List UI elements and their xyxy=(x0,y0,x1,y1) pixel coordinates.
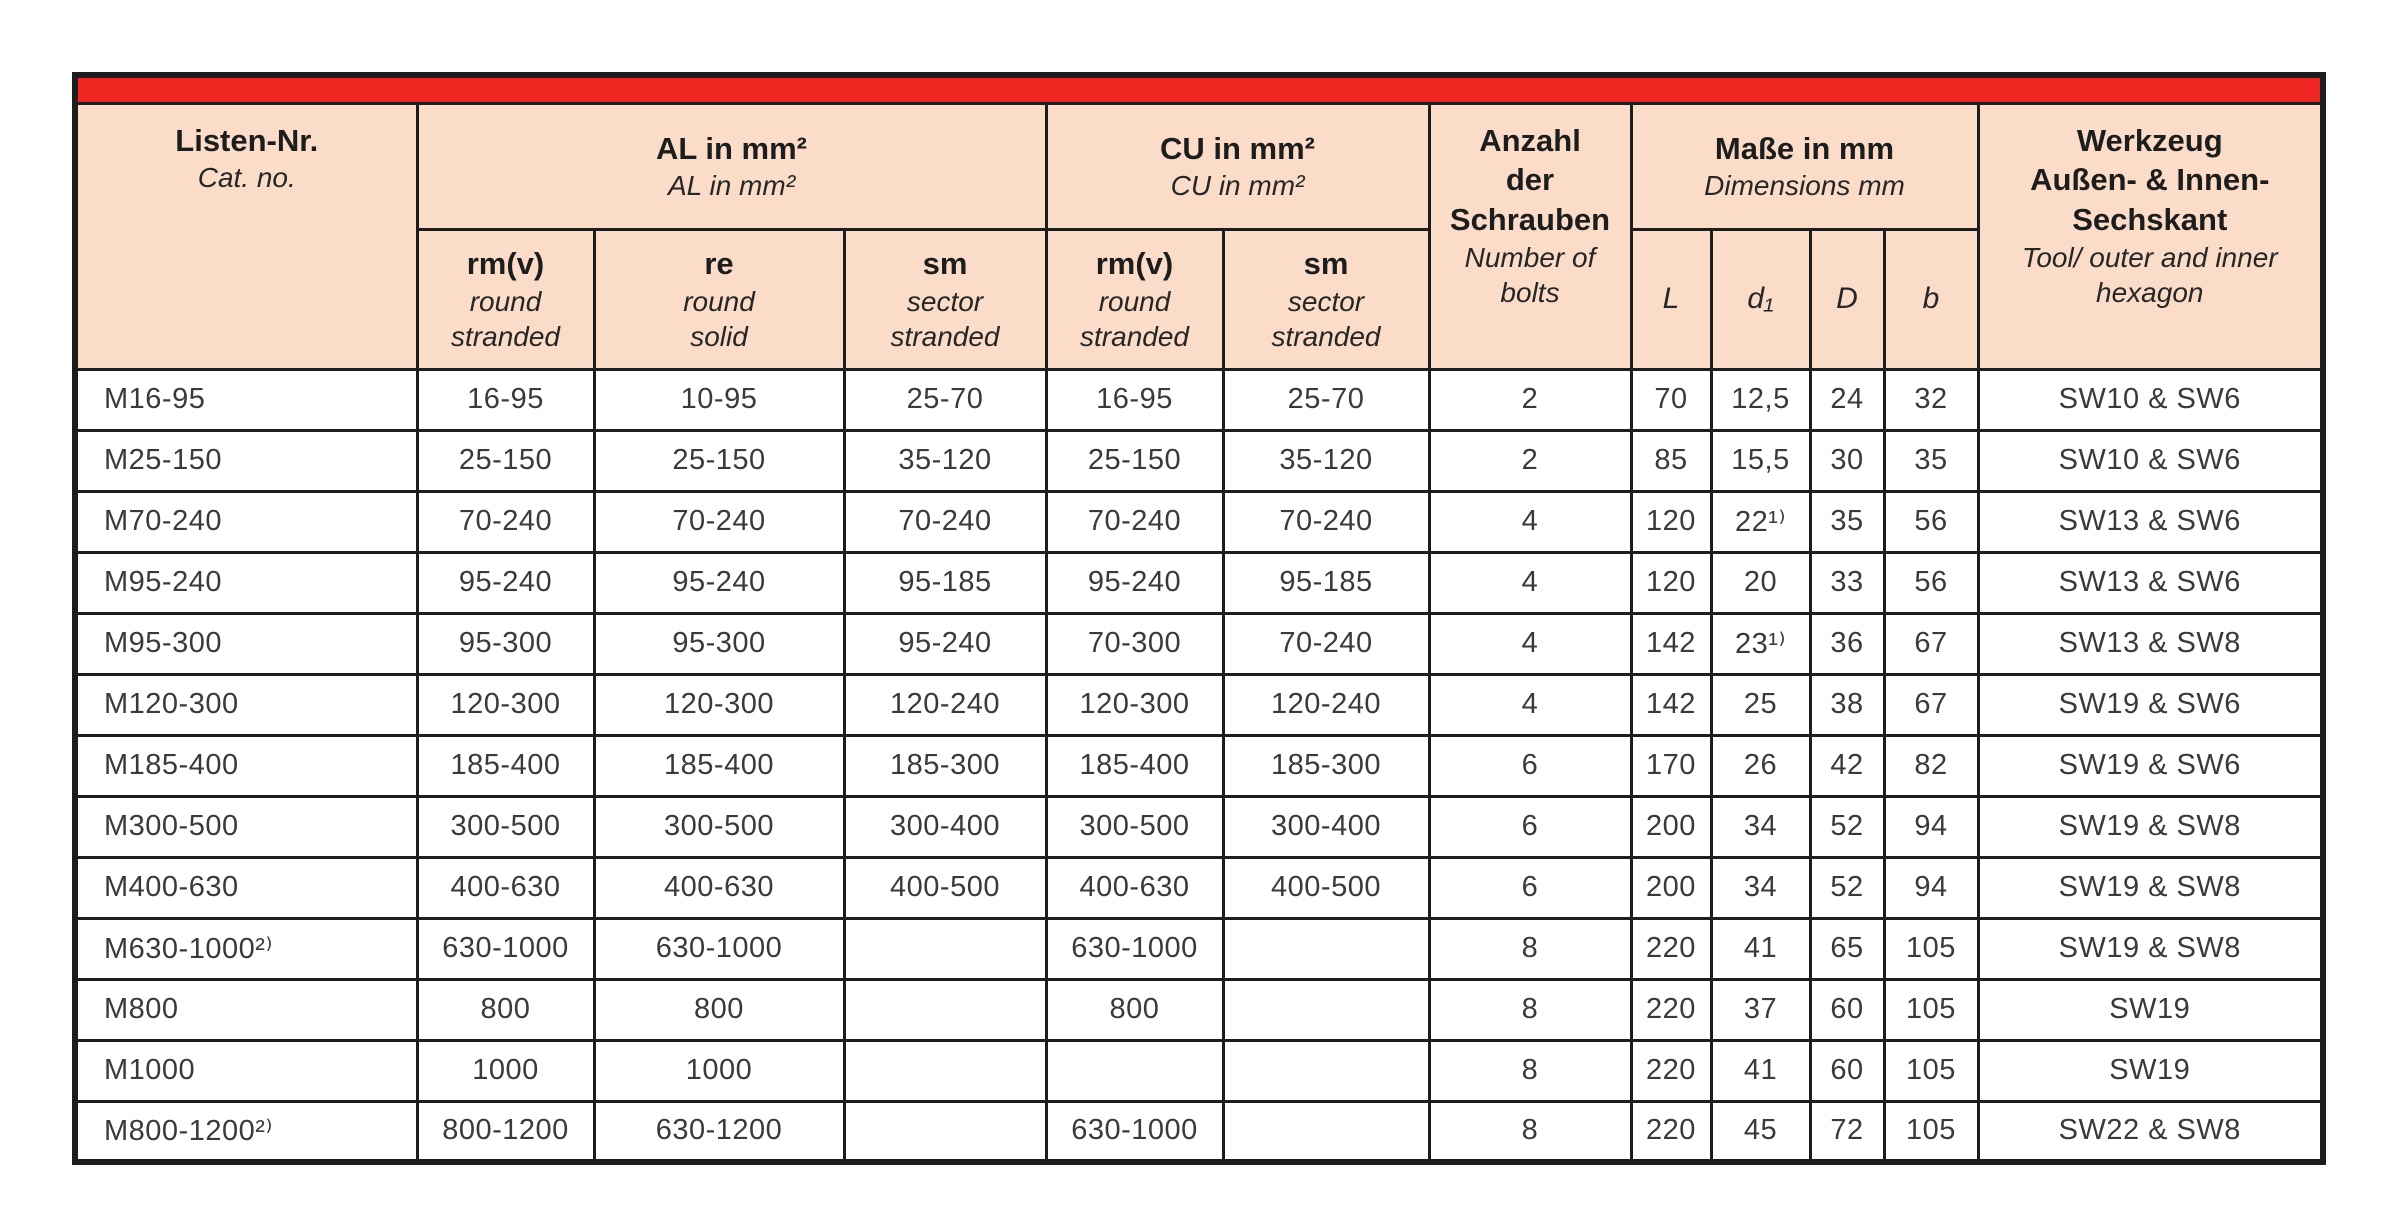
header-tool-de-line3: Sechskant xyxy=(2072,201,2228,237)
header-al-en: AL in mm² xyxy=(667,170,796,202)
value-cell: 120-300 xyxy=(1046,674,1223,735)
value-cell: 120-300 xyxy=(417,674,594,735)
cat-no-cell: M120-300 xyxy=(75,674,417,735)
table-row xyxy=(75,918,2323,979)
value-cell: 185-300 xyxy=(1223,735,1429,796)
value-cell: 70-240 xyxy=(1223,613,1429,674)
value-cell: 220 xyxy=(1631,979,1711,1040)
table-row xyxy=(75,491,2323,552)
value-cell: 56 xyxy=(1884,491,1978,552)
value-cell: 105 xyxy=(1884,979,1978,1040)
value-cell: 60 xyxy=(1810,1040,1884,1101)
value-cell xyxy=(844,1040,1046,1101)
value-cell: 25-150 xyxy=(1046,430,1223,491)
value-cell: SW19 & SW8 xyxy=(1978,918,2323,979)
value-cell: 26 xyxy=(1711,735,1810,796)
subheader-al-sm xyxy=(844,229,1046,369)
value-cell: 25-150 xyxy=(417,430,594,491)
value-cell: SW19 & SW8 xyxy=(1978,796,2323,857)
header-cat-no-de: Listen-Nr. xyxy=(175,122,319,158)
header-bolts-de-line3: Schrauben xyxy=(1449,201,1611,237)
value-cell: 8 xyxy=(1429,979,1631,1040)
subheader-cu-rmv xyxy=(1046,229,1223,369)
value-cell xyxy=(844,1101,1046,1162)
value-cell: 70-300 xyxy=(1046,613,1223,674)
subheader-code: rm(v) xyxy=(466,246,545,282)
value-cell: 800 xyxy=(417,979,594,1040)
value-cell: 95-185 xyxy=(1223,552,1429,613)
subheader-desc: sector xyxy=(906,285,984,317)
value-cell: 8 xyxy=(1429,1040,1631,1101)
subheader-dim-D xyxy=(1810,229,1884,369)
value-cell: 6 xyxy=(1429,796,1631,857)
dim-symbol: b xyxy=(1922,282,1940,315)
value-cell: 45 xyxy=(1711,1101,1810,1162)
cat-no-cell: M1000 xyxy=(75,1040,417,1101)
value-cell: 94 xyxy=(1884,857,1978,918)
subheader-desc: sector xyxy=(1287,285,1365,317)
value-cell: 41 xyxy=(1711,1040,1810,1101)
cat-no-cell: M800 xyxy=(75,979,417,1040)
subheader-code: rm(v) xyxy=(1095,246,1174,282)
value-cell: 52 xyxy=(1810,796,1884,857)
dim-symbol: d₁ xyxy=(1747,282,1774,315)
value-cell: SW10 & SW6 xyxy=(1978,369,2323,430)
subheader-code: sm xyxy=(922,246,968,282)
value-cell xyxy=(1223,1040,1429,1101)
subheader-code: re xyxy=(704,246,734,282)
value-cell: 24 xyxy=(1810,369,1884,430)
value-cell: 25-150 xyxy=(594,430,844,491)
value-cell: 185-300 xyxy=(844,735,1046,796)
table-row xyxy=(75,979,2323,1040)
header-dims-de: Maße in mm xyxy=(1714,130,1895,166)
value-cell: 22¹⁾ xyxy=(1711,491,1810,552)
value-cell: 4 xyxy=(1429,491,1631,552)
subheader-desc: round xyxy=(1098,285,1171,317)
header-cat-no xyxy=(75,103,417,369)
value-cell: 35 xyxy=(1810,491,1884,552)
cat-no-cell: M300-500 xyxy=(75,796,417,857)
cat-no-cell: M70-240 xyxy=(75,491,417,552)
value-cell: 65 xyxy=(1810,918,1884,979)
value-cell: 15,5 xyxy=(1711,430,1810,491)
table-row xyxy=(75,796,2323,857)
value-cell: 400-630 xyxy=(417,857,594,918)
value-cell: 4 xyxy=(1429,674,1631,735)
value-cell: 70 xyxy=(1631,369,1711,430)
header-cu-group xyxy=(1046,103,1429,229)
subheader-desc: solid xyxy=(690,320,748,352)
value-cell: 4 xyxy=(1429,613,1631,674)
cat-no-cell: M25-150 xyxy=(75,430,417,491)
subheader-desc: stranded xyxy=(451,320,560,352)
value-cell: 95-300 xyxy=(594,613,844,674)
value-cell: 70-240 xyxy=(1046,491,1223,552)
subheader-dim-L xyxy=(1631,229,1711,369)
value-cell xyxy=(1223,979,1429,1040)
table-row xyxy=(75,1101,2323,1162)
value-cell: 800 xyxy=(594,979,844,1040)
subheader-code: sm xyxy=(1303,246,1349,282)
header-tool-en-line2: hexagon xyxy=(2096,276,2204,308)
value-cell: 630-1200 xyxy=(594,1101,844,1162)
header-bolts-en-line1: Number of xyxy=(1464,241,1596,273)
cat-no-cell: M800-1200²⁾ xyxy=(75,1101,417,1162)
value-cell xyxy=(1223,918,1429,979)
value-cell: 120-240 xyxy=(1223,674,1429,735)
value-cell: SW13 & SW6 xyxy=(1978,491,2323,552)
value-cell: 120-300 xyxy=(594,674,844,735)
value-cell xyxy=(844,918,1046,979)
value-cell: 16-95 xyxy=(417,369,594,430)
header-al-de: AL in mm² xyxy=(656,130,807,166)
subheader-desc: round xyxy=(683,285,755,317)
value-cell: 4 xyxy=(1429,552,1631,613)
table-row xyxy=(75,369,2323,430)
table-row xyxy=(75,552,2323,613)
value-cell: 16-95 xyxy=(1046,369,1223,430)
value-cell: 800-1200 xyxy=(417,1101,594,1162)
table-body xyxy=(75,369,2323,1162)
value-cell: 85 xyxy=(1631,430,1711,491)
value-cell: SW10 & SW6 xyxy=(1978,430,2323,491)
value-cell: 25-70 xyxy=(1223,369,1429,430)
value-cell: 25-70 xyxy=(844,369,1046,430)
value-cell: 67 xyxy=(1884,674,1978,735)
value-cell: 41 xyxy=(1711,918,1810,979)
value-cell: 220 xyxy=(1631,918,1711,979)
header-dims-en: Dimensions mm xyxy=(1704,170,1905,202)
cat-no-cell: M95-240 xyxy=(75,552,417,613)
value-cell: 142 xyxy=(1631,674,1711,735)
value-cell xyxy=(1223,1101,1429,1162)
table-row xyxy=(75,613,2323,674)
subheader-cu-sm xyxy=(1223,229,1429,369)
value-cell: 630-1000 xyxy=(417,918,594,979)
value-cell: 95-300 xyxy=(417,613,594,674)
cat-no-cell: M400-630 xyxy=(75,857,417,918)
value-cell: 120 xyxy=(1631,491,1711,552)
value-cell: 95-240 xyxy=(844,613,1046,674)
table-row xyxy=(75,674,2323,735)
value-cell: 12,5 xyxy=(1711,369,1810,430)
value-cell: 35-120 xyxy=(1223,430,1429,491)
value-cell: 94 xyxy=(1884,796,1978,857)
dim-symbol: D xyxy=(1836,282,1858,315)
value-cell: 630-1000 xyxy=(1046,918,1223,979)
table-row xyxy=(75,857,2323,918)
value-cell: 2 xyxy=(1429,369,1631,430)
value-cell: 400-630 xyxy=(594,857,844,918)
value-cell: 32 xyxy=(1884,369,1978,430)
value-cell: 34 xyxy=(1711,796,1810,857)
value-cell: SW22 & SW8 xyxy=(1978,1101,2323,1162)
header-tool-de-line1: Werkzeug xyxy=(2076,122,2223,158)
value-cell: 6 xyxy=(1429,735,1631,796)
value-cell: 120-240 xyxy=(844,674,1046,735)
header-bolts-de-line2: der xyxy=(1505,162,1555,198)
value-cell: 95-240 xyxy=(1046,552,1223,613)
value-cell: 6 xyxy=(1429,857,1631,918)
subheader-desc: stranded xyxy=(1271,320,1381,352)
cat-no-cell: M630-1000²⁾ xyxy=(75,918,417,979)
value-cell: 220 xyxy=(1631,1040,1711,1101)
subheader-dim-b xyxy=(1884,229,1978,369)
value-cell: 42 xyxy=(1810,735,1884,796)
cat-no-cell: M185-400 xyxy=(75,735,417,796)
value-cell: 300-400 xyxy=(844,796,1046,857)
header-cat-no-en: Cat. no. xyxy=(197,162,296,194)
value-cell: 2 xyxy=(1429,430,1631,491)
value-cell: 35-120 xyxy=(844,430,1046,491)
red-banner xyxy=(75,75,2323,103)
value-cell: 37 xyxy=(1711,979,1810,1040)
value-cell xyxy=(1046,1040,1223,1101)
value-cell: 8 xyxy=(1429,918,1631,979)
value-cell: 67 xyxy=(1884,613,1978,674)
value-cell: SW13 & SW6 xyxy=(1978,552,2323,613)
value-cell: 95-240 xyxy=(417,552,594,613)
subheader-desc: stranded xyxy=(1080,320,1189,352)
value-cell: 10-95 xyxy=(594,369,844,430)
value-cell: 95-185 xyxy=(844,552,1046,613)
header-bolts-de-line1: Anzahl xyxy=(1479,122,1581,158)
header-al-group xyxy=(417,103,1046,229)
value-cell: 95-240 xyxy=(594,552,844,613)
value-cell: 36 xyxy=(1810,613,1884,674)
subheader-desc: round xyxy=(469,285,542,317)
value-cell: 1000 xyxy=(417,1040,594,1101)
table-row xyxy=(75,1040,2323,1101)
value-cell: 300-500 xyxy=(594,796,844,857)
value-cell: 60 xyxy=(1810,979,1884,1040)
value-cell: 82 xyxy=(1884,735,1978,796)
value-cell: 142 xyxy=(1631,613,1711,674)
header-tool-en-line1: Tool/ outer and inner xyxy=(2021,241,2278,273)
value-cell: 170 xyxy=(1631,735,1711,796)
table-row xyxy=(75,430,2323,491)
value-cell: 35 xyxy=(1884,430,1978,491)
value-cell: 105 xyxy=(1884,918,1978,979)
table-row xyxy=(75,735,2323,796)
subheader-al-rmv xyxy=(417,229,594,369)
subheader-desc: stranded xyxy=(890,320,1000,352)
header-bolts xyxy=(1429,103,1631,369)
value-cell: 200 xyxy=(1631,796,1711,857)
value-cell: 120 xyxy=(1631,552,1711,613)
header-group-row xyxy=(75,103,2323,229)
value-cell: 105 xyxy=(1884,1040,1978,1101)
value-cell: 38 xyxy=(1810,674,1884,735)
subheader-al-re xyxy=(594,229,844,369)
value-cell: 400-630 xyxy=(1046,857,1223,918)
value-cell: 1000 xyxy=(594,1040,844,1101)
header-tool xyxy=(1978,103,2323,369)
value-cell: 33 xyxy=(1810,552,1884,613)
cat-no-cell: M16-95 xyxy=(75,369,417,430)
value-cell: SW13 & SW8 xyxy=(1978,613,2323,674)
value-cell: 800 xyxy=(1046,979,1223,1040)
value-cell: 52 xyxy=(1810,857,1884,918)
value-cell: 630-1000 xyxy=(594,918,844,979)
value-cell: 185-400 xyxy=(417,735,594,796)
cat-no-cell: M95-300 xyxy=(75,613,417,674)
value-cell: 300-500 xyxy=(417,796,594,857)
value-cell: 70-240 xyxy=(1223,491,1429,552)
header-cu-de: CU in mm² xyxy=(1160,130,1315,166)
value-cell: 72 xyxy=(1810,1101,1884,1162)
subheader-dim-d1 xyxy=(1711,229,1810,369)
value-cell: 70-240 xyxy=(417,491,594,552)
header-tool-de-line2: Außen- & Innen- xyxy=(2030,162,2270,198)
value-cell: 20 xyxy=(1711,552,1810,613)
value-cell: 70-240 xyxy=(844,491,1046,552)
value-cell: 25 xyxy=(1711,674,1810,735)
value-cell: 400-500 xyxy=(844,857,1046,918)
header-dims-group xyxy=(1631,103,1978,229)
value-cell: 8 xyxy=(1429,1101,1631,1162)
value-cell: 185-400 xyxy=(594,735,844,796)
value-cell: SW19 & SW6 xyxy=(1978,735,2323,796)
spec-table xyxy=(72,72,2326,1165)
value-cell: 200 xyxy=(1631,857,1711,918)
value-cell: 220 xyxy=(1631,1101,1711,1162)
value-cell: SW19 & SW6 xyxy=(1978,674,2323,735)
header-bolts-en-line2: bolts xyxy=(1500,276,1560,308)
value-cell: 300-500 xyxy=(1046,796,1223,857)
value-cell: 70-240 xyxy=(594,491,844,552)
value-cell: SW19 & SW8 xyxy=(1978,857,2323,918)
value-cell: 400-500 xyxy=(1223,857,1429,918)
value-cell: 23¹⁾ xyxy=(1711,613,1810,674)
value-cell: 30 xyxy=(1810,430,1884,491)
value-cell: 34 xyxy=(1711,857,1810,918)
value-cell xyxy=(844,979,1046,1040)
value-cell: 185-400 xyxy=(1046,735,1223,796)
dim-symbol: L xyxy=(1662,282,1680,315)
value-cell: 630-1000 xyxy=(1046,1101,1223,1162)
value-cell: 105 xyxy=(1884,1101,1978,1162)
header-cu-en: CU in mm² xyxy=(1170,170,1305,202)
value-cell: 300-400 xyxy=(1223,796,1429,857)
value-cell: 56 xyxy=(1884,552,1978,613)
banner-row xyxy=(75,75,2323,103)
value-cell: SW19 xyxy=(1978,1040,2323,1101)
value-cell: SW19 xyxy=(1978,979,2323,1040)
